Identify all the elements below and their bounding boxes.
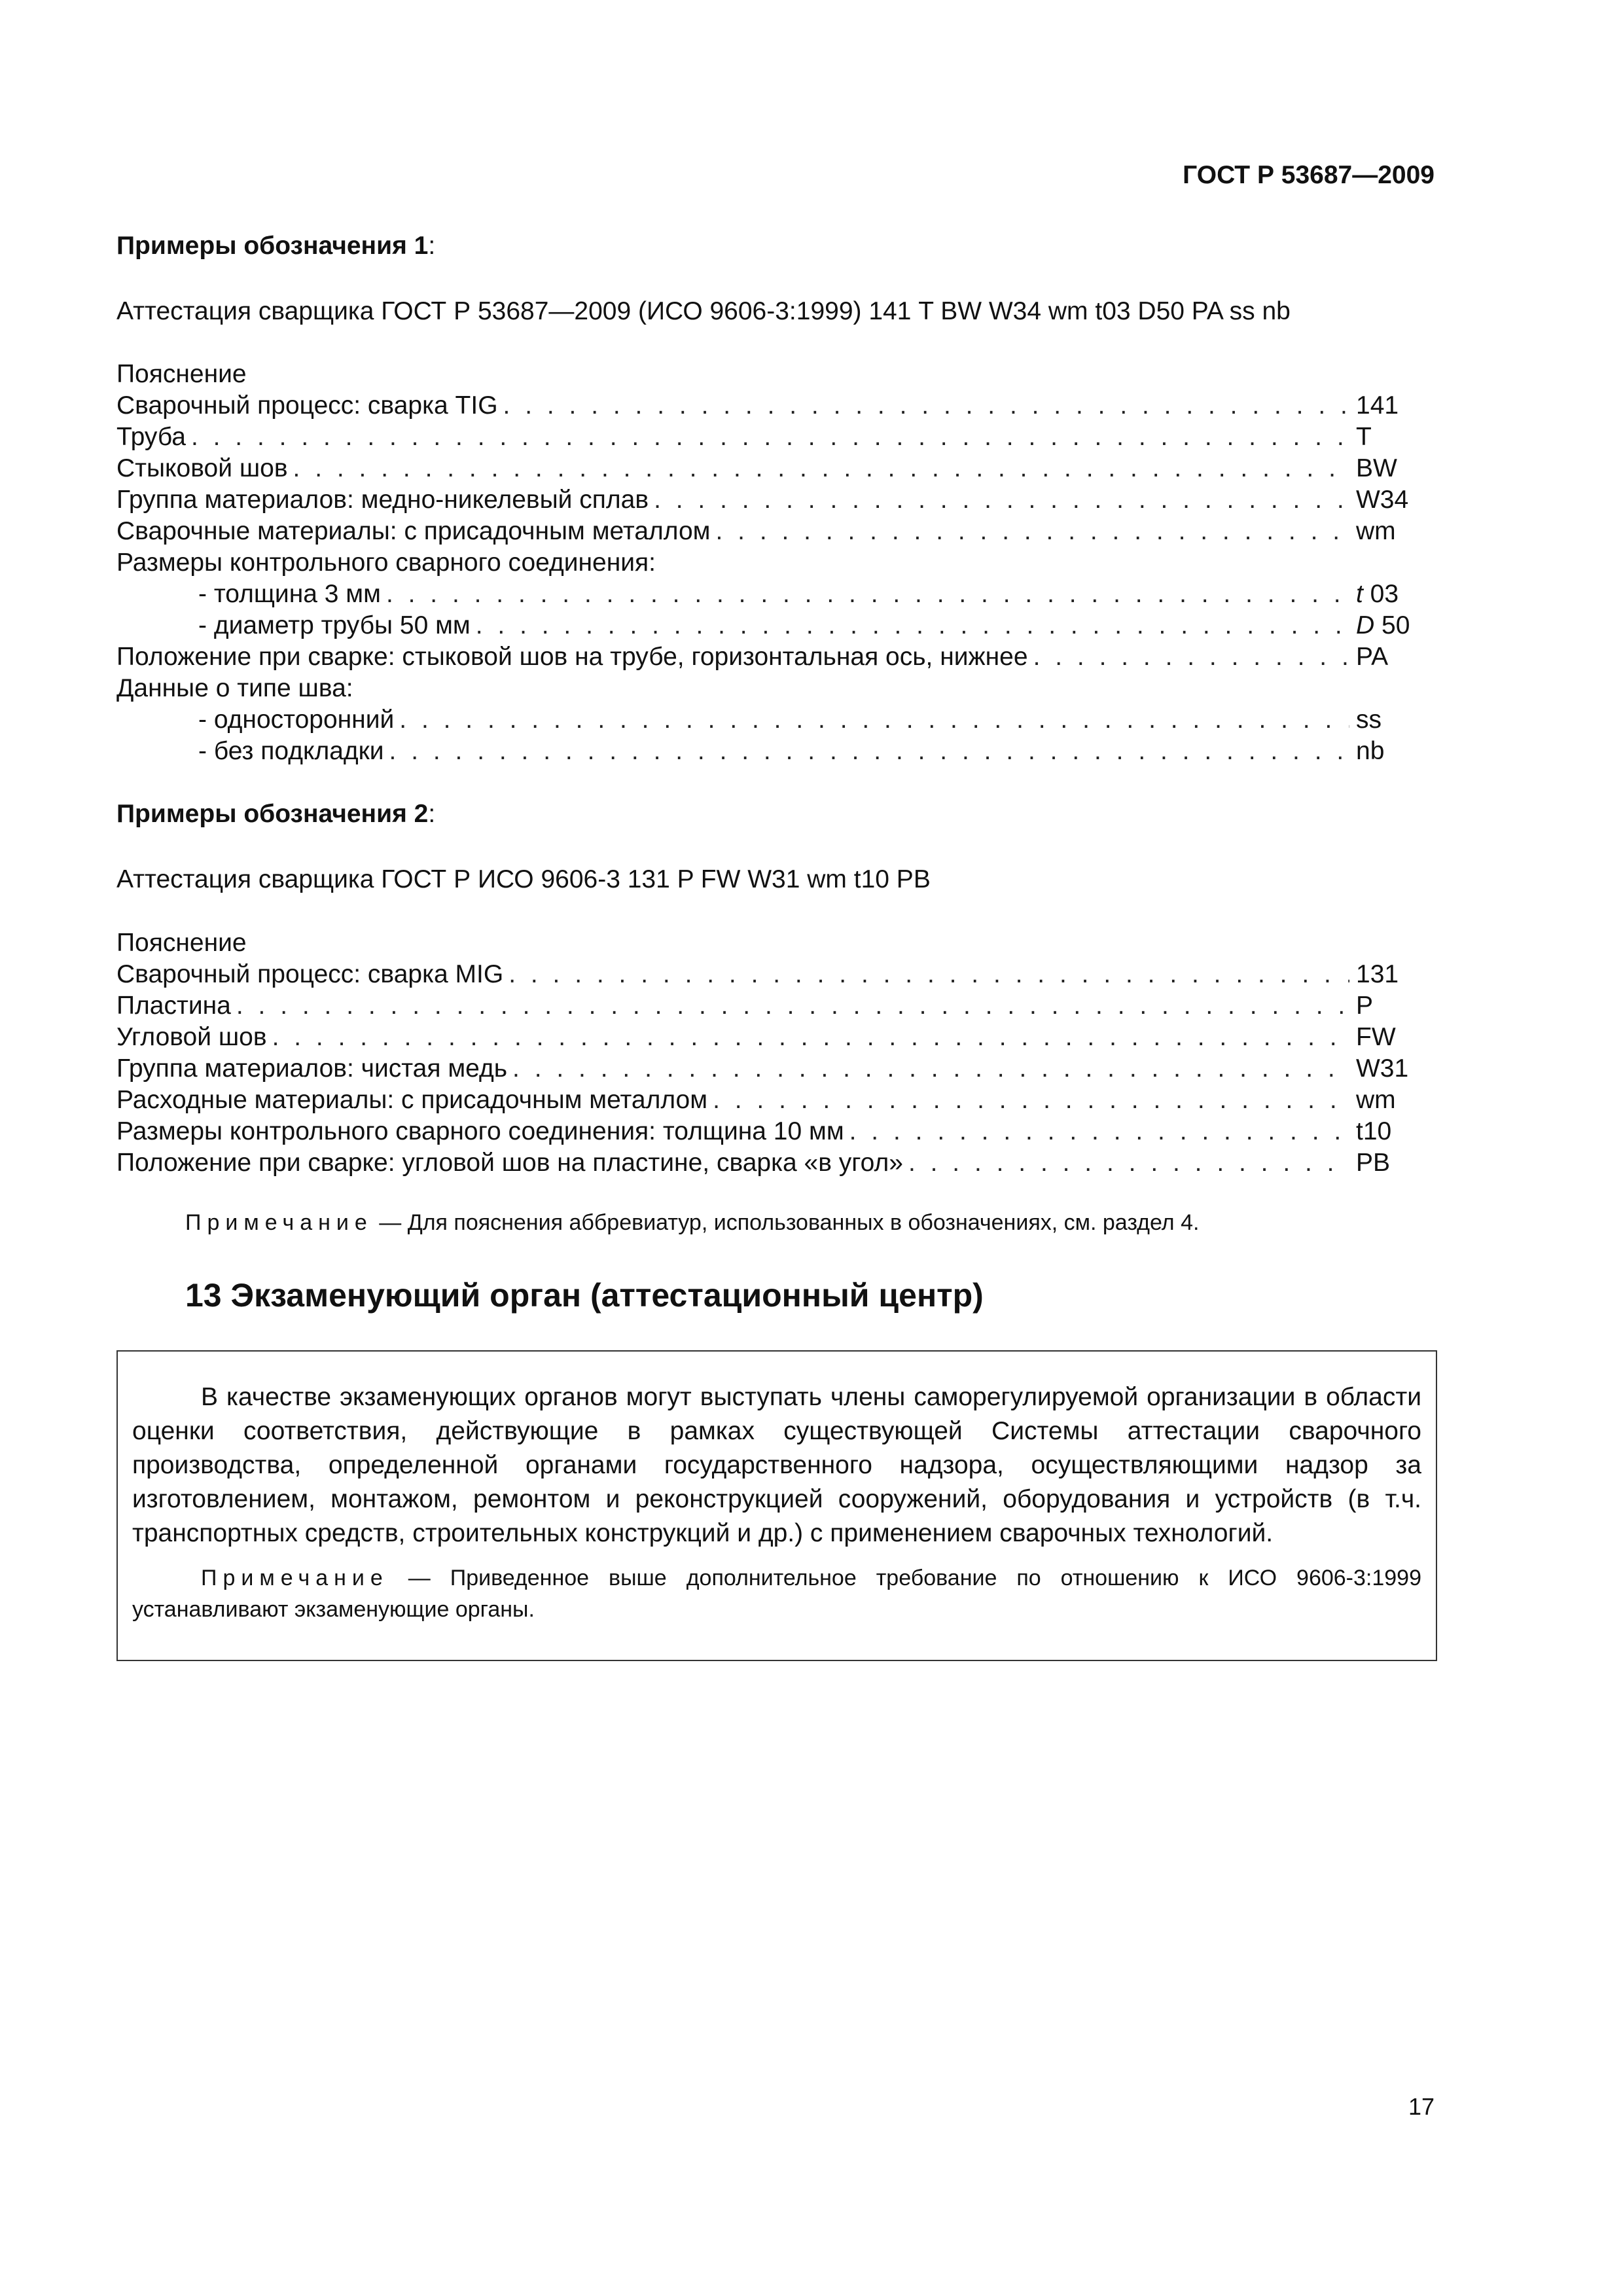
row-code: PB: [1356, 1149, 1391, 1177]
row-label: Сварочный процесс: сварка MIG: [116, 959, 508, 990]
example1-row: [116, 390, 1419, 422]
example1-row: [116, 453, 1419, 484]
dot-leader: [272, 1022, 1349, 1053]
row-label: Положение при сварке: стыковой шов на трубе, горизонтальная ось, нижнее: [116, 641, 1033, 673]
example1-weld-type-title: Данные о типе шва:: [116, 674, 353, 702]
note-label: Примечание: [201, 1566, 389, 1590]
row-label: Стыковой шов: [116, 453, 293, 484]
example1-row: [116, 516, 1419, 547]
example1-explanation-title: Пояснение: [116, 360, 247, 388]
dot-leader: [713, 1085, 1349, 1116]
row-code: P: [1356, 992, 1374, 1020]
row-label: Группа материалов: медно-никелевый сплав: [116, 484, 654, 516]
row-label: - диаметр трубы 50 мм: [116, 610, 476, 641]
dot-leader: [386, 579, 1349, 610]
row-code: wm: [1356, 517, 1396, 545]
row-label: - без подкладки: [116, 736, 389, 767]
dot-leader: [1033, 641, 1349, 673]
note-text: — Приведенное выше дополнительное требование по отношению к ИСО 9606-3:1999 устанавливают экзаменующие органы.: [132, 1566, 1421, 1622]
row-code: [1349, 579, 1419, 610]
row-code: ss: [1356, 706, 1382, 734]
section-13-title: 13 Экзаменующий орган (аттестационный центр): [185, 1277, 984, 1314]
row-code-value: 50: [1374, 611, 1410, 639]
example2-heading: [116, 798, 1425, 830]
dot-leader: [512, 1053, 1349, 1085]
row-code: FW: [1356, 1023, 1396, 1051]
example1-heading-colon: :: [428, 232, 436, 260]
example1-designation: Аттестация сварщика ГОСТ Р 53687—2009 (ИСО 9606-3:1999) 141 T BW W34 wm t03 D50 PA ss nb: [116, 297, 1291, 325]
row-code: W31: [1356, 1054, 1409, 1083]
page-number: 17: [1408, 2093, 1435, 2120]
section-13-paragraph: В качестве экзаменующих органов могут выступать члены саморегулируемой организации в области оценки соответствия, действующие в рамках существующей Системы аттестации сварочного производства, определенной органами государственного надзора, осуществляющими надзор за изготовлением, монтажом, ремонтом и реконструкцией сооружений, оборудования и устройств (в т.ч. транспортных средств, строительных конструкций и др.) с применением сварочных технологий.: [132, 1383, 1421, 1547]
section-13-note: [132, 1562, 1421, 1625]
dot-leader: [849, 1116, 1349, 1147]
row-code-value: 03: [1363, 580, 1399, 608]
example1-row: [116, 422, 1419, 453]
example1-heading-text: Примеры обозначения 1: [116, 232, 429, 260]
example2-row: [116, 1053, 1419, 1085]
row-code-symbol: D: [1356, 611, 1375, 639]
row-label: Пластина: [116, 990, 236, 1022]
dot-leader: [503, 390, 1349, 422]
dot-leader: [191, 422, 1349, 453]
row-label: - односторонний: [116, 704, 399, 736]
framed-addition-box: [116, 1350, 1437, 1661]
dot-leader: [715, 516, 1349, 547]
row-label: Угловой шов: [116, 1022, 272, 1053]
example1-weld-type-row: [116, 704, 1419, 736]
row-code: nb: [1356, 737, 1385, 765]
example1-sizes-title: Размеры контрольного сварного соединения:: [116, 548, 656, 577]
dot-leader: [293, 453, 1349, 484]
row-label: Группа материалов: чистая медь: [116, 1053, 512, 1085]
row-label: Сварочный процесс: сварка TIG: [116, 390, 503, 422]
row-code-symbol: t: [1356, 580, 1363, 608]
example2-row: [116, 959, 1419, 990]
example2-row: [116, 1085, 1419, 1116]
row-label: Положение при сварке: угловой шов на пластине, сварка «в угол»: [116, 1147, 908, 1179]
row-label: Сварочные материалы: с присадочным металлом: [116, 516, 715, 547]
example1-size-row: [116, 579, 1419, 610]
row-code: t10: [1356, 1117, 1392, 1145]
dot-leader: [508, 959, 1349, 990]
standard-code: ГОСТ Р 53687—2009: [1183, 161, 1435, 189]
row-label: Размеры контрольного сварного соединения: толщина 10 мм: [116, 1116, 849, 1147]
example1-position-row: [116, 641, 1419, 673]
dot-leader: [908, 1147, 1349, 1179]
example2-heading-colon: :: [428, 800, 436, 828]
dot-leader: [399, 704, 1349, 736]
row-code: PA: [1356, 643, 1389, 671]
example1-row: [116, 484, 1419, 516]
row-code: wm: [1356, 1086, 1396, 1114]
example2-designation: Аттестация сварщика ГОСТ Р ИСО 9606-3 131 P FW W31 wm t10 PB: [116, 865, 931, 893]
row-code: 131: [1356, 960, 1399, 988]
row-label: Расходные материалы: с присадочным металлом: [116, 1085, 713, 1116]
note-text: — Для пояснения аббревиатур, использованных в обозначениях, см. раздел 4.: [372, 1210, 1200, 1235]
example2-heading-text: Примеры обозначения 2: [116, 800, 429, 828]
example2-note: [185, 1208, 1199, 1237]
row-code: BW: [1356, 454, 1397, 482]
row-code: [1349, 610, 1419, 641]
row-label: Труба: [116, 422, 191, 453]
example2-explanation-title: Пояснение: [116, 929, 247, 957]
example2-row: [116, 1147, 1419, 1179]
note-label: Примечание: [185, 1210, 373, 1235]
dot-leader: [236, 990, 1349, 1022]
row-code: 141: [1356, 391, 1399, 420]
example1-heading: [116, 230, 1425, 262]
dot-leader: [654, 484, 1349, 516]
dot-leader: [476, 610, 1349, 641]
example2-row: [116, 1116, 1419, 1147]
row-code: W34: [1356, 486, 1409, 514]
example2-row: [116, 1022, 1419, 1053]
example2-row: [116, 990, 1419, 1022]
row-code: T: [1356, 423, 1372, 451]
row-label: - толщина 3 мм: [116, 579, 386, 610]
example1-weld-type-row: [116, 736, 1419, 767]
example1-size-row: [116, 610, 1419, 641]
dot-leader: [389, 736, 1349, 767]
